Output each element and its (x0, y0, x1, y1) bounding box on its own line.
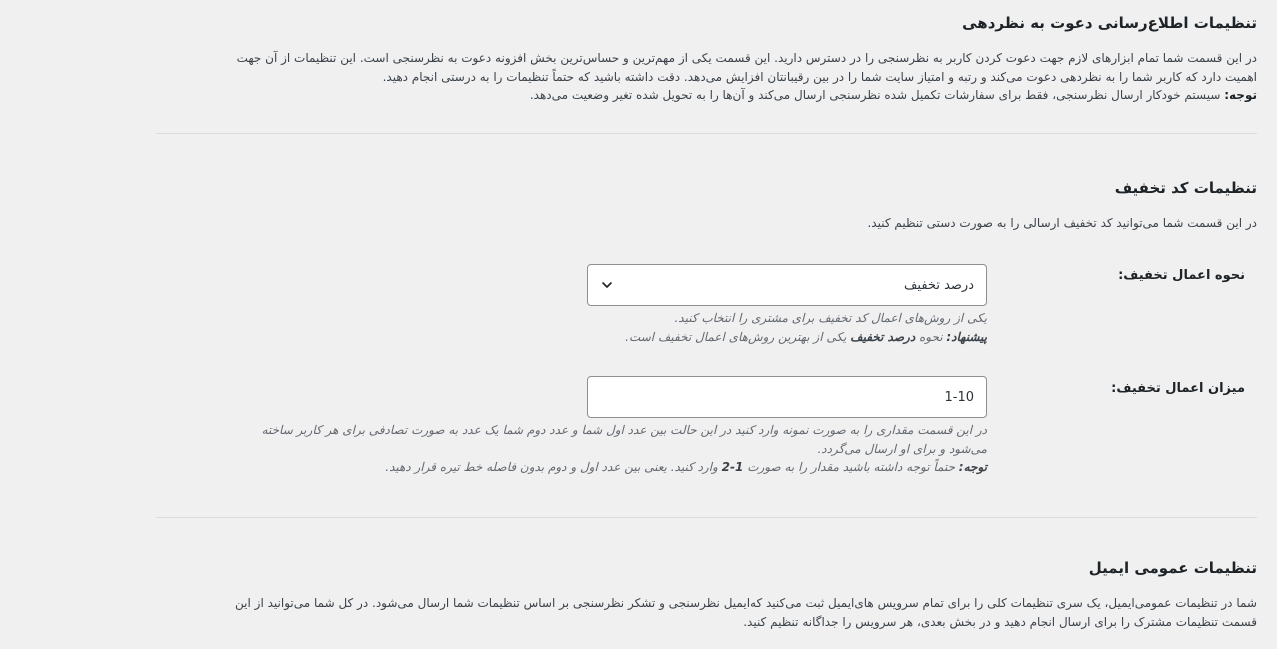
email-description (156, 594, 1257, 631)
email-desc-line1: شما در تنظیمات عمومی‌ایمیل، یک سری تنظیمات کلی را برای تمام سرویس های‌ایمیل ثبت می‌کنید که‌ایمیل نظرسنجی و تشکر نظرسنجی بر اساس تنظیمات شما ارسال می‌شود. در کل شما می‌توانید از این (235, 596, 1257, 610)
email-desc-line2: قسمت تنظیمات مشترک را برای ارسال انجام دهید و در بخش بعدی، هر سرویس را جداگانه تنظیم کنید. (743, 614, 1257, 629)
discount-method-suggest-post: یکی از بهترین روش‌های اعمال تخفیف است. (625, 329, 851, 344)
discount-title: تنظیمات کد تخفیف (1114, 179, 1257, 197)
section-divider-1 (156, 133, 1257, 134)
section-divider-2 (156, 517, 1257, 518)
discount-amount-note-post: وارد کنید. یعنی بین عدد اول و دوم بدون فاصله خط تیره قرار دهید. (385, 460, 722, 474)
discount-method-help-line1: یکی از روش‌های اعمال کد تخفیف برای مشتری را انتخاب کنید. (674, 311, 987, 325)
discount-amount-note-label: توجه: (958, 460, 987, 474)
discount-amount-help-line1: در این قسمت مقداری را به صورت نمونه وارد کنید در این حالت بین عدد اول شما و عدد دوم شما یک عدد به صورت تصادفی برای هر کاربر ساخته (261, 423, 987, 437)
discount-description: در این قسمت شما می‌توانید کد تخفیف ارسالی را به صورت دستی تنظیم کنید. (867, 216, 1257, 230)
review-invite-note-text: سیستم خودکار ارسال نظرسنجی، فقط برای سفارشات تکمیل شده نظرسنجی ارسال می‌کند و آن‌ها را به تحویل شده تغیر وضعیت می‌دهد. (529, 88, 1225, 102)
discount-method-select[interactable] (587, 264, 987, 306)
review-invite-note (156, 86, 1257, 105)
discount-method-suggest-label: پیشنهاد: (946, 329, 987, 344)
review-invite-desc-line1: در این قسمت شما تمام ابزارهای لازم جهت دعوت کردن کاربر به نظرسنجی را در دسترس دارید. این قسمت یکی از مهم‌ترین و حساس‌ترین بخش افزونه دعوت به نظرسنجی است. این تنظیمات از آن جهت (236, 51, 1257, 65)
discount-amount-help-line2: می‌شود و برای او ارسال می‌گردد. (817, 441, 987, 456)
discount-amount-input[interactable] (587, 376, 987, 418)
discount-method-suggest-bold: درصد تخفیف (850, 329, 916, 344)
email-title: تنظیمات عمومی ایمیل (1088, 559, 1257, 577)
discount-method-suggestion (207, 328, 987, 347)
discount-amount-note-bold: 1-2 (721, 460, 744, 474)
discount-method-suggest-pre: نحوه (915, 329, 947, 344)
review-invite-desc-line2: اهمیت دارد که کاربر شما را به نظردهی دعوت می‌کند و رتبه و امتیاز سایت شما را در بین رقیبانتان افزایش می‌دهد. دقت داشته باشید که حتماً تنظیمات را به درستی انجام دهید. (382, 69, 1257, 84)
review-invite-note-label: توجه: (1224, 88, 1257, 102)
review-invite-title: تنظیمات اطلاع‌رسانی دعوت به نظردهی (962, 14, 1257, 32)
discount-amount-value: 1-10 (944, 389, 974, 405)
chevron-down-icon (600, 278, 614, 292)
discount-method-help (207, 309, 987, 346)
discount-amount-note-pre: حتماً توجه داشته باشید مقدار را به صورت (743, 460, 959, 474)
discount-amount-note (207, 458, 987, 477)
discount-method-selected-value: درصد تخفیف (903, 277, 974, 293)
discount-amount-label: میزان اعمال تخفیف: (1111, 381, 1245, 396)
discount-method-label: نحوه اعمال تخفیف: (1118, 268, 1245, 283)
discount-amount-help (207, 421, 987, 477)
review-invite-description (156, 49, 1257, 105)
